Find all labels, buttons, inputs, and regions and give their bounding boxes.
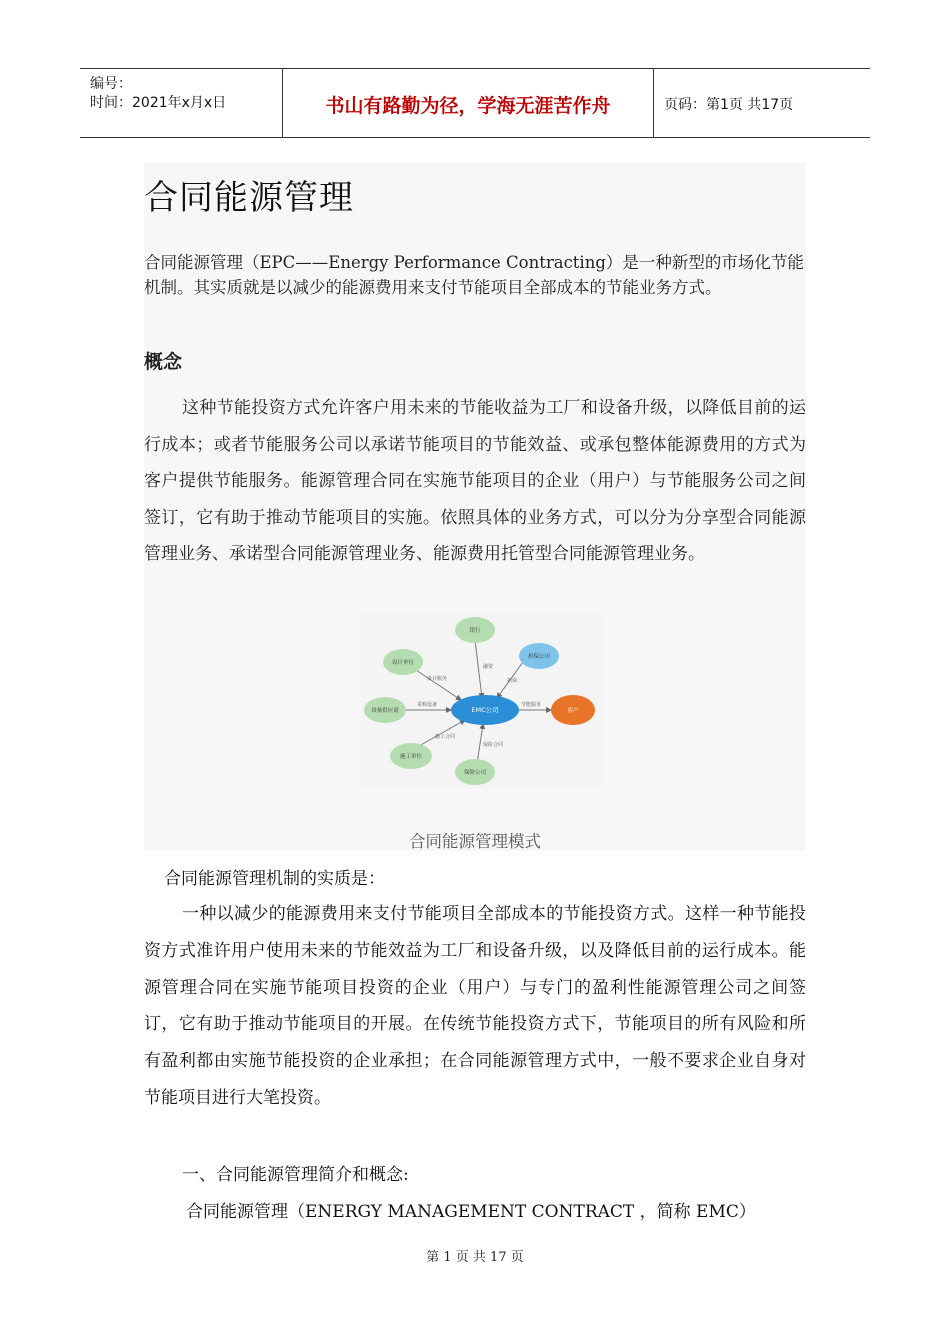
header-motto-cell (283, 69, 654, 137)
edge-construction (419, 720, 465, 746)
page-footer: 第 1 页 共 17 页 (426, 1250, 524, 1265)
concept-paragraph: 这种节能投资方式允许客户用未来的节能收益为工厂和设备升级，以降低目前的运行成本；或者节能服务公司以承诺节能项目的节能效益、或承包整体能源费用的方式为客户提供节能服务。能源管理合同在实施节能项目的企业（用户）与节能服务公司之间签订，它有助于推动节能项目的实施。依照具体的业务方式，可以分为分享型合同能源管理业务、承诺型合同能源管理业务、能源费用托管型合同能源管理业务。 (144, 398, 806, 564)
node-label: 设计单位 (391, 660, 415, 666)
edge-label: 采购设备 (417, 702, 438, 708)
figure-caption: 合同能源管理模式 (409, 832, 541, 851)
article-title: 合同能源管理 (144, 178, 354, 218)
article-intro: 合同能源管理（EPC——Energy Performance Contracting）是一种新型的市场化节能机制。其实质就是以减少的能源费用来支付节能项目全部成本的节能业务方式。 (144, 253, 804, 297)
page-number-label: 页码：第1页 共17页 (664, 97, 794, 113)
header-meta-cell (80, 69, 283, 137)
time-label: 时间：2021年x月x日 (90, 95, 227, 111)
essence-heading: 合同能源管理机制的实质是： (164, 869, 385, 889)
section-heading: 概念 (144, 351, 183, 373)
node-label: 担保公司 (527, 654, 551, 660)
edge-label: 融资 (483, 664, 494, 670)
edge-bank (475, 640, 482, 698)
essence-paragraph: 一种以减少的能源费用来支付节能项目全部成本的节能投资方式。这样一种节能投资方式准许用户使用未来的节能效益为工厂和设备升级，以及降低目前的运行成本。能源管理合同在实施节能项目投资的企业（用户）与专门的盈利性能源管理公司之间签订，它有助于推动节能项目的开展。在传统节能投资方式下，节能项目的所有风险和所有盈利都由实施节能投资的企业承担；在合同能源管理方式中，一般不要求企业自身对节能项目进行大笔投资。 (144, 904, 806, 1108)
edge-label: 担保 (507, 678, 518, 684)
node-label: 设备供应商 (371, 708, 399, 714)
edge-design (413, 668, 461, 700)
emc-diagram-svg (361, 614, 602, 788)
edge-label: 施工合同 (435, 734, 456, 740)
node-label: 客户 (567, 708, 579, 714)
edge-label: 节能服务 (521, 702, 542, 708)
node-label: EMC公司 (471, 706, 499, 714)
emc-definition-line: 合同能源管理（ENERGY MANAGEMENT CONTRACT ，简称 EMC） (186, 1202, 756, 1222)
node-label: 施工单位 (399, 754, 423, 760)
emc-diagram (361, 614, 602, 788)
node-label: 银行 (469, 628, 481, 634)
header-page-cell (654, 69, 870, 137)
page-header (80, 68, 870, 138)
edge-label: 设计服务 (427, 676, 448, 682)
subheading-intro: 一、合同能源管理简介和概念: (182, 1165, 409, 1185)
motto-text: 书山有路勤为径，学海无涯苦作舟 (325, 95, 611, 117)
edge-label: 保险合同 (483, 742, 504, 748)
number-label: 编号： (90, 76, 132, 92)
node-label: 保险公司 (463, 770, 487, 776)
